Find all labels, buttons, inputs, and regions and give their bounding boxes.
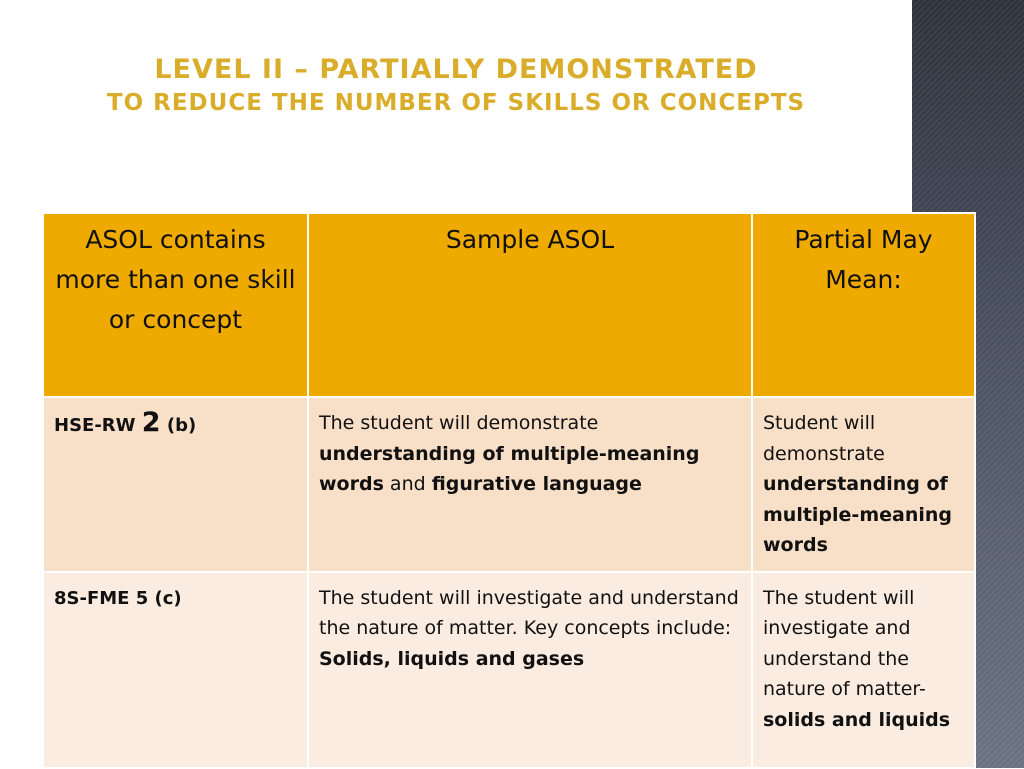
- partial-bold-text: solids and liquids: [763, 708, 951, 731]
- slide-title: LEVEL II – PARTIALLY DEMONSTRATED: [154, 54, 758, 85]
- sample-bold-text: understanding of multiple-meaning words: [319, 442, 700, 495]
- table-header-row: [43, 213, 975, 397]
- sample-bold-text: figurative language: [431, 473, 642, 495]
- asol-code-prefix: HSE-RW: [54, 415, 142, 436]
- header-sample-asol: Sample ASOL: [308, 213, 752, 397]
- sample-text: The student will demonstrate: [319, 412, 599, 434]
- partial-cell: [752, 572, 975, 768]
- asol-code-number: 2: [141, 407, 161, 438]
- sample-text: The student will investigate and understand the nature of matter. Key concepts include:: [319, 586, 739, 639]
- sample-bold-text: Solids, liquids and gases: [319, 647, 585, 670]
- asol-code-cell: [43, 572, 308, 768]
- asol-code-cell: [43, 397, 308, 572]
- asol-table: [42, 212, 976, 769]
- sample-asol-cell: [308, 572, 752, 768]
- slide-subtitle: TO REDUCE THE NUMBER OF SKILLS OR CONCEPTS: [106, 90, 806, 116]
- header-partial-may-mean: Partial May Mean:: [752, 213, 975, 397]
- sample-text: and: [383, 473, 432, 495]
- asol-code: [54, 407, 197, 438]
- asol-code-suffix: (b): [160, 415, 197, 436]
- partial-cell: [752, 397, 975, 572]
- table-row: [43, 572, 975, 768]
- partial-bold-text: understanding of multiple-meaning words: [763, 473, 952, 556]
- partial-text: The student will investigate and understand the nature of matter-: [763, 586, 926, 700]
- sample-asol-cell: [308, 397, 752, 572]
- partial-text: Student will demonstrate: [763, 412, 885, 465]
- asol-code: 8S-FME 5 (c): [54, 587, 182, 609]
- table-row: [43, 397, 975, 572]
- header-asol-contains: ASOL contains more than one skill or concept: [43, 213, 308, 397]
